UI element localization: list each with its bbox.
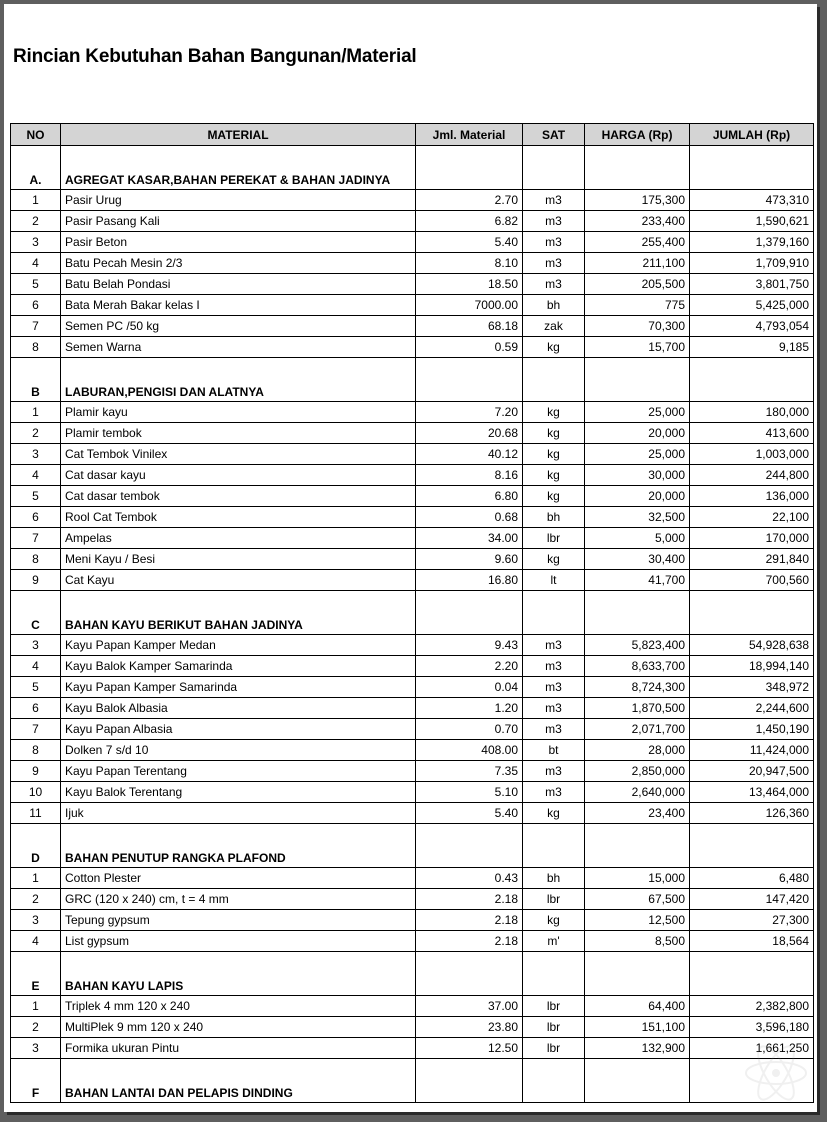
table-row	[11, 316, 814, 337]
row-number: 4	[11, 931, 61, 952]
total-price: 348,972	[690, 677, 814, 698]
row-number: 1	[11, 996, 61, 1017]
row-number: 5	[11, 274, 61, 295]
total-price: 2,244,600	[690, 698, 814, 719]
section-row	[11, 824, 814, 868]
row-number: 2	[11, 889, 61, 910]
material-table	[10, 123, 814, 1103]
material-name: Ijuk	[61, 803, 416, 824]
unit-price: 70,300	[585, 316, 690, 337]
material-unit: m3	[523, 698, 585, 719]
row-number: 3	[11, 232, 61, 253]
empty-cell	[523, 146, 585, 190]
row-number: 5	[11, 486, 61, 507]
material-unit: kg	[523, 803, 585, 824]
row-number: 4	[11, 253, 61, 274]
material-quantity: 9.60	[416, 549, 523, 570]
material-quantity: 16.80	[416, 570, 523, 591]
unit-price: 1,870,500	[585, 698, 690, 719]
material-unit: zak	[523, 316, 585, 337]
material-name: Plamir tembok	[61, 423, 416, 444]
material-name: Cotton Plester	[61, 868, 416, 889]
section-title: BAHAN PENUTUP RANGKA PLAFOND	[61, 824, 416, 868]
material-quantity: 0.43	[416, 868, 523, 889]
section-row	[11, 146, 814, 190]
empty-cell	[523, 1059, 585, 1103]
empty-cell	[690, 591, 814, 635]
material-name: Triplek 4 mm 120 x 240	[61, 996, 416, 1017]
unit-price: 30,400	[585, 549, 690, 570]
material-name: Pasir Pasang Kali	[61, 211, 416, 232]
material-quantity: 2.20	[416, 656, 523, 677]
material-name: Rool Cat Tembok	[61, 507, 416, 528]
material-quantity: 7.20	[416, 402, 523, 423]
material-quantity: 7000.00	[416, 295, 523, 316]
material-name: List gypsum	[61, 931, 416, 952]
material-unit: m3	[523, 232, 585, 253]
empty-cell	[416, 952, 523, 996]
material-name: Pasir Beton	[61, 232, 416, 253]
material-name: Dolken 7 s/d 10	[61, 740, 416, 761]
empty-cell	[690, 824, 814, 868]
header-unit: SAT	[523, 124, 585, 146]
table-row	[11, 1017, 814, 1038]
row-number: 1	[11, 868, 61, 889]
total-price: 1,661,250	[690, 1038, 814, 1059]
material-quantity: 23.80	[416, 1017, 523, 1038]
table-row	[11, 486, 814, 507]
material-quantity: 2.18	[416, 931, 523, 952]
material-unit: lbr	[523, 528, 585, 549]
material-unit: kg	[523, 402, 585, 423]
table-row	[11, 910, 814, 931]
empty-cell	[585, 146, 690, 190]
table-row	[11, 803, 814, 824]
row-number: 2	[11, 211, 61, 232]
row-number: 6	[11, 698, 61, 719]
material-quantity: 6.82	[416, 211, 523, 232]
row-number: 1	[11, 190, 61, 211]
table-row	[11, 295, 814, 316]
section-number: E	[11, 952, 61, 996]
material-name: Kayu Papan Terentang	[61, 761, 416, 782]
material-quantity: 0.68	[416, 507, 523, 528]
page-title: Rincian Kebutuhan Bahan Bangunan/Material	[13, 46, 417, 67]
table-row	[11, 698, 814, 719]
section-title: AGREGAT KASAR,BAHAN PEREKAT & BAHAN JADINYA	[61, 146, 416, 190]
empty-cell	[523, 952, 585, 996]
empty-cell	[416, 146, 523, 190]
material-unit: m3	[523, 635, 585, 656]
material-unit: m3	[523, 677, 585, 698]
total-price: 244,800	[690, 465, 814, 486]
total-price: 18,994,140	[690, 656, 814, 677]
row-number: 8	[11, 337, 61, 358]
unit-price: 2,640,000	[585, 782, 690, 803]
material-name: Kayu Balok Terentang	[61, 782, 416, 803]
table-header-row	[11, 124, 814, 146]
total-price: 20,947,500	[690, 761, 814, 782]
table-row	[11, 232, 814, 253]
section-number: F	[11, 1059, 61, 1103]
unit-price: 205,500	[585, 274, 690, 295]
material-unit: kg	[523, 423, 585, 444]
header-material: MATERIAL	[61, 124, 416, 146]
section-number: B	[11, 358, 61, 402]
row-number: 4	[11, 656, 61, 677]
total-price: 1,450,190	[690, 719, 814, 740]
unit-price: 8,724,300	[585, 677, 690, 698]
row-number: 8	[11, 549, 61, 570]
total-price: 22,100	[690, 507, 814, 528]
row-number: 3	[11, 910, 61, 931]
total-price: 6,480	[690, 868, 814, 889]
material-quantity: 0.04	[416, 677, 523, 698]
material-unit: kg	[523, 486, 585, 507]
unit-price: 2,850,000	[585, 761, 690, 782]
row-number: 8	[11, 740, 61, 761]
unit-price: 15,000	[585, 868, 690, 889]
material-quantity: 2.18	[416, 910, 523, 931]
unit-price: 5,823,400	[585, 635, 690, 656]
material-unit: kg	[523, 337, 585, 358]
material-name: Pasir Urug	[61, 190, 416, 211]
unit-price: 28,000	[585, 740, 690, 761]
unit-price: 25,000	[585, 402, 690, 423]
table-row	[11, 274, 814, 295]
table-row	[11, 635, 814, 656]
total-price: 18,564	[690, 931, 814, 952]
material-unit: m3	[523, 761, 585, 782]
unit-price: 12,500	[585, 910, 690, 931]
material-quantity: 0.70	[416, 719, 523, 740]
row-number: 3	[11, 444, 61, 465]
table-row	[11, 761, 814, 782]
material-quantity: 18.50	[416, 274, 523, 295]
table-row	[11, 211, 814, 232]
total-price: 5,425,000	[690, 295, 814, 316]
material-name: Cat Tembok Vinilex	[61, 444, 416, 465]
total-price: 54,928,638	[690, 635, 814, 656]
material-name: Semen Warna	[61, 337, 416, 358]
material-unit: kg	[523, 910, 585, 931]
row-number: 7	[11, 528, 61, 549]
material-unit: bt	[523, 740, 585, 761]
material-name: Batu Belah Pondasi	[61, 274, 416, 295]
unit-price: 132,900	[585, 1038, 690, 1059]
material-unit: kg	[523, 549, 585, 570]
material-unit: m3	[523, 782, 585, 803]
table-row	[11, 570, 814, 591]
empty-cell	[585, 824, 690, 868]
total-price: 473,310	[690, 190, 814, 211]
material-unit: m3	[523, 190, 585, 211]
total-price: 1,590,621	[690, 211, 814, 232]
unit-price: 23,400	[585, 803, 690, 824]
total-price: 27,300	[690, 910, 814, 931]
unit-price: 67,500	[585, 889, 690, 910]
section-row	[11, 591, 814, 635]
table-row	[11, 656, 814, 677]
empty-cell	[523, 358, 585, 402]
row-number: 2	[11, 423, 61, 444]
material-name: Kayu Papan Albasia	[61, 719, 416, 740]
material-unit: m3	[523, 274, 585, 295]
empty-cell	[416, 358, 523, 402]
section-row	[11, 358, 814, 402]
table-row	[11, 868, 814, 889]
material-unit: lbr	[523, 889, 585, 910]
total-price: 9,185	[690, 337, 814, 358]
unit-price: 8,633,700	[585, 656, 690, 677]
unit-price: 255,400	[585, 232, 690, 253]
empty-cell	[416, 591, 523, 635]
material-unit: m3	[523, 656, 585, 677]
table-row	[11, 889, 814, 910]
atom-watermark-icon	[741, 1038, 811, 1108]
section-row	[11, 952, 814, 996]
row-number: 2	[11, 1017, 61, 1038]
material-unit: lt	[523, 570, 585, 591]
unit-price: 211,100	[585, 253, 690, 274]
material-name: Ampelas	[61, 528, 416, 549]
table-row	[11, 423, 814, 444]
section-number: A.	[11, 146, 61, 190]
material-quantity: 408.00	[416, 740, 523, 761]
table-row	[11, 782, 814, 803]
material-quantity: 20.68	[416, 423, 523, 444]
unit-price: 175,300	[585, 190, 690, 211]
material-quantity: 9.43	[416, 635, 523, 656]
unit-price: 15,700	[585, 337, 690, 358]
table-body	[11, 146, 814, 1103]
total-price: 136,000	[690, 486, 814, 507]
material-name: Kayu Papan Kamper Samarinda	[61, 677, 416, 698]
unit-price: 233,400	[585, 211, 690, 232]
row-number: 6	[11, 507, 61, 528]
material-quantity: 5.10	[416, 782, 523, 803]
material-quantity: 68.18	[416, 316, 523, 337]
row-number: 9	[11, 570, 61, 591]
unit-price: 20,000	[585, 423, 690, 444]
material-name: Formika ukuran Pintu	[61, 1038, 416, 1059]
section-title: BAHAN LANTAI DAN PELAPIS DINDING	[61, 1059, 416, 1103]
unit-price: 32,500	[585, 507, 690, 528]
material-unit: m3	[523, 253, 585, 274]
empty-cell	[523, 591, 585, 635]
table-row	[11, 996, 814, 1017]
empty-cell	[585, 358, 690, 402]
total-price: 700,560	[690, 570, 814, 591]
table-row	[11, 337, 814, 358]
material-unit: lbr	[523, 1017, 585, 1038]
unit-price: 2,071,700	[585, 719, 690, 740]
section-title: BAHAN KAYU LAPIS	[61, 952, 416, 996]
material-name: Kayu Balok Albasia	[61, 698, 416, 719]
row-number: 7	[11, 719, 61, 740]
row-number: 9	[11, 761, 61, 782]
table-row	[11, 677, 814, 698]
empty-cell	[416, 1059, 523, 1103]
material-unit: bh	[523, 507, 585, 528]
total-price: 126,360	[690, 803, 814, 824]
total-price: 147,420	[690, 889, 814, 910]
empty-cell	[416, 824, 523, 868]
unit-price: 41,700	[585, 570, 690, 591]
material-name: Batu Pecah Mesin 2/3	[61, 253, 416, 274]
table-row	[11, 719, 814, 740]
material-unit: lbr	[523, 1038, 585, 1059]
table-row	[11, 1038, 814, 1059]
section-row	[11, 1059, 814, 1103]
row-number: 3	[11, 1038, 61, 1059]
row-number: 4	[11, 465, 61, 486]
material-name: GRC (120 x 240) cm, t = 4 mm	[61, 889, 416, 910]
material-name: Kayu Papan Kamper Medan	[61, 635, 416, 656]
row-number: 7	[11, 316, 61, 337]
total-price: 13,464,000	[690, 782, 814, 803]
table-row	[11, 528, 814, 549]
row-number: 10	[11, 782, 61, 803]
material-quantity: 0.59	[416, 337, 523, 358]
table-row	[11, 465, 814, 486]
material-quantity: 8.10	[416, 253, 523, 274]
section-title: LABURAN,PENGISI DAN ALATNYA	[61, 358, 416, 402]
total-price: 413,600	[690, 423, 814, 444]
empty-cell	[523, 824, 585, 868]
material-name: Cat dasar tembok	[61, 486, 416, 507]
material-name: Tepung gypsum	[61, 910, 416, 931]
total-price: 1,003,000	[690, 444, 814, 465]
header-total: JUMLAH (Rp)	[690, 124, 814, 146]
material-name: MultiPlek 9 mm 120 x 240	[61, 1017, 416, 1038]
unit-price: 775	[585, 295, 690, 316]
table-row	[11, 444, 814, 465]
header-no: NO	[11, 124, 61, 146]
material-quantity: 37.00	[416, 996, 523, 1017]
total-price: 3,596,180	[690, 1017, 814, 1038]
total-price: 3,801,750	[690, 274, 814, 295]
section-number: D	[11, 824, 61, 868]
unit-price: 30,000	[585, 465, 690, 486]
empty-cell	[690, 146, 814, 190]
material-quantity: 2.70	[416, 190, 523, 211]
material-unit: bh	[523, 868, 585, 889]
material-quantity: 7.35	[416, 761, 523, 782]
material-quantity: 8.16	[416, 465, 523, 486]
material-unit: bh	[523, 295, 585, 316]
unit-price: 25,000	[585, 444, 690, 465]
table-row	[11, 740, 814, 761]
material-unit: kg	[523, 444, 585, 465]
empty-cell	[690, 952, 814, 996]
empty-cell	[585, 952, 690, 996]
material-unit: kg	[523, 465, 585, 486]
table-row	[11, 507, 814, 528]
table-row	[11, 402, 814, 423]
material-quantity: 2.18	[416, 889, 523, 910]
table-row	[11, 549, 814, 570]
empty-cell	[585, 591, 690, 635]
material-quantity: 40.12	[416, 444, 523, 465]
material-name: Kayu Balok Kamper Samarinda	[61, 656, 416, 677]
material-quantity: 12.50	[416, 1038, 523, 1059]
unit-price: 5,000	[585, 528, 690, 549]
unit-price: 151,100	[585, 1017, 690, 1038]
row-number: 3	[11, 635, 61, 656]
material-name: Cat dasar kayu	[61, 465, 416, 486]
empty-cell	[585, 1059, 690, 1103]
material-name: Meni Kayu / Besi	[61, 549, 416, 570]
material-quantity: 1.20	[416, 698, 523, 719]
material-quantity: 5.40	[416, 803, 523, 824]
total-price: 4,793,054	[690, 316, 814, 337]
total-price: 1,709,910	[690, 253, 814, 274]
material-unit: m'	[523, 931, 585, 952]
header-quantity: Jml. Material	[416, 124, 523, 146]
material-name: Bata Merah Bakar kelas I	[61, 295, 416, 316]
unit-price: 8,500	[585, 931, 690, 952]
empty-cell	[690, 358, 814, 402]
material-unit: m3	[523, 719, 585, 740]
material-quantity: 34.00	[416, 528, 523, 549]
material-name: Plamir kayu	[61, 402, 416, 423]
document-page	[4, 4, 817, 1112]
material-name: Semen PC /50 kg	[61, 316, 416, 337]
section-title: BAHAN KAYU BERIKUT BAHAN JADINYA	[61, 591, 416, 635]
unit-price: 64,400	[585, 996, 690, 1017]
material-quantity: 6.80	[416, 486, 523, 507]
table-row	[11, 931, 814, 952]
material-unit: m3	[523, 211, 585, 232]
row-number: 1	[11, 402, 61, 423]
row-number: 5	[11, 677, 61, 698]
total-price: 180,000	[690, 402, 814, 423]
material-quantity: 5.40	[416, 232, 523, 253]
total-price: 11,424,000	[690, 740, 814, 761]
header-price: HARGA (Rp)	[585, 124, 690, 146]
unit-price: 20,000	[585, 486, 690, 507]
total-price: 170,000	[690, 528, 814, 549]
material-name: Cat Kayu	[61, 570, 416, 591]
total-price: 1,379,160	[690, 232, 814, 253]
table-row	[11, 253, 814, 274]
row-number: 11	[11, 803, 61, 824]
total-price: 291,840	[690, 549, 814, 570]
table-row	[11, 190, 814, 211]
section-number: C	[11, 591, 61, 635]
total-price: 2,382,800	[690, 996, 814, 1017]
material-unit: lbr	[523, 996, 585, 1017]
row-number: 6	[11, 295, 61, 316]
